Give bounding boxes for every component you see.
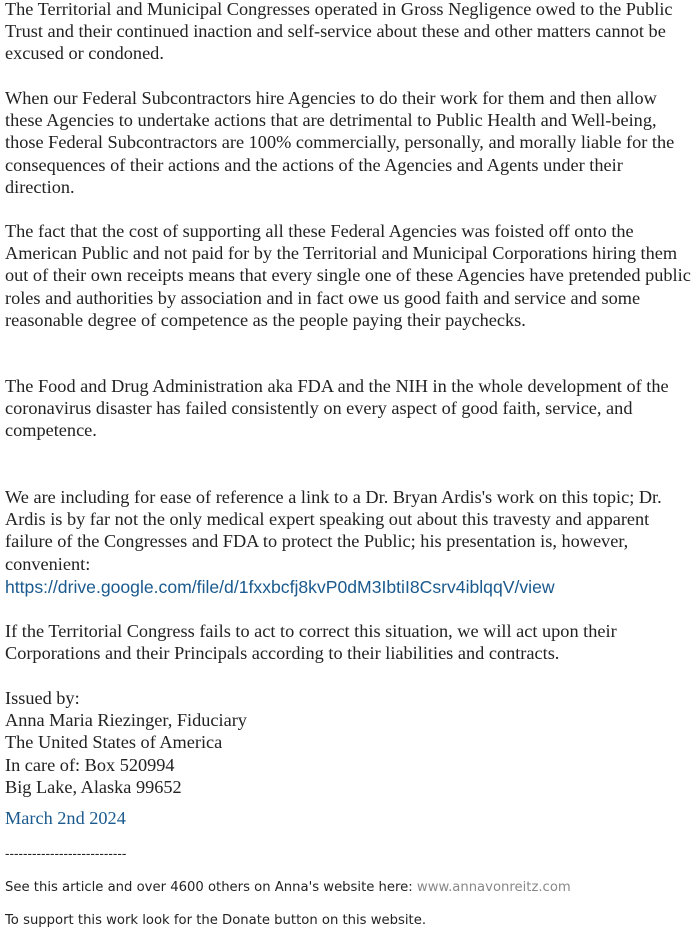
paragraph-1: The Territorial and Municipal Congresses operated in Gross Negligence owed to the Public Trust and their continued inaction and self-service about these and other matters cannot be excused or condoned. — [5, 0, 673, 64]
footer-divider: --------------------------- — [5, 846, 127, 861]
paragraph-6: If the Territorial Congress fails to act to correct this situation, we will act upon their Corporations and their Principals according to their liabilities and contracts. — [5, 621, 617, 664]
paragraph-4: The Food and Drug Administration aka FDA and the NIH in the whole development of the coronavirus disaster has failed consistently on every aspect of good faith, service, and competence. — [5, 376, 669, 441]
paragraph-2: When our Federal Subcontractors hire Agencies to do their work for them and then allow these Agencies to undertake actions that are detrimental to Public Health and Well-being, those Federal Subcontractors are 100% commercially, personally, and morally liable for the consequences of their actions and the actions of the Agencies and Agents under their direction. — [5, 88, 675, 197]
issued-by-label: Issued by: — [5, 688, 80, 708]
footer-support: To support this work look for the Donate button on this website. — [5, 913, 427, 928]
city-address: Big Lake, Alaska 99652 — [5, 776, 182, 797]
presentation-link[interactable]: https://drive.google.com/file/d/1fxxbcfj8kvP0dM3IbtiI8Csrv4iblqqV/view — [5, 577, 555, 597]
paragraph-5: We are including for ease of reference a link to a Dr. Bryan Ardis's work on this topic; Dr. Ardis is by far not the only medical expert speaking out about this travesty and apparent failure of the Congresses and FDA to protect the Public; his presentation is, however, convenient: — [5, 487, 662, 574]
paragraph-3: The fact that the cost of supporting all these Federal Agencies was foisted off onto the American Public and not paid for by the Territorial and Municipal Corporations hiring them out of their own receipts means that every single one of these Agencies have pretended public roles and authorities by association and in fact owe us good faith and service and some reasonable degree of competence as the people paying their paychecks. — [5, 221, 691, 330]
signer-name: Anna Maria Riezinger, Fiduciary — [5, 710, 247, 731]
signature-block — [5, 687, 695, 798]
signer-org: The United States of America — [5, 732, 223, 753]
website-link[interactable]: www.annavonreitz.com — [416, 880, 571, 895]
care-of-address: In care of: Box 520994 — [5, 754, 175, 775]
issue-date: March 2nd 2024 — [5, 808, 126, 828]
footer-promo — [5, 879, 571, 897]
footer-promo-text: See this article and over 4600 others on Anna's website here: — [5, 880, 417, 895]
